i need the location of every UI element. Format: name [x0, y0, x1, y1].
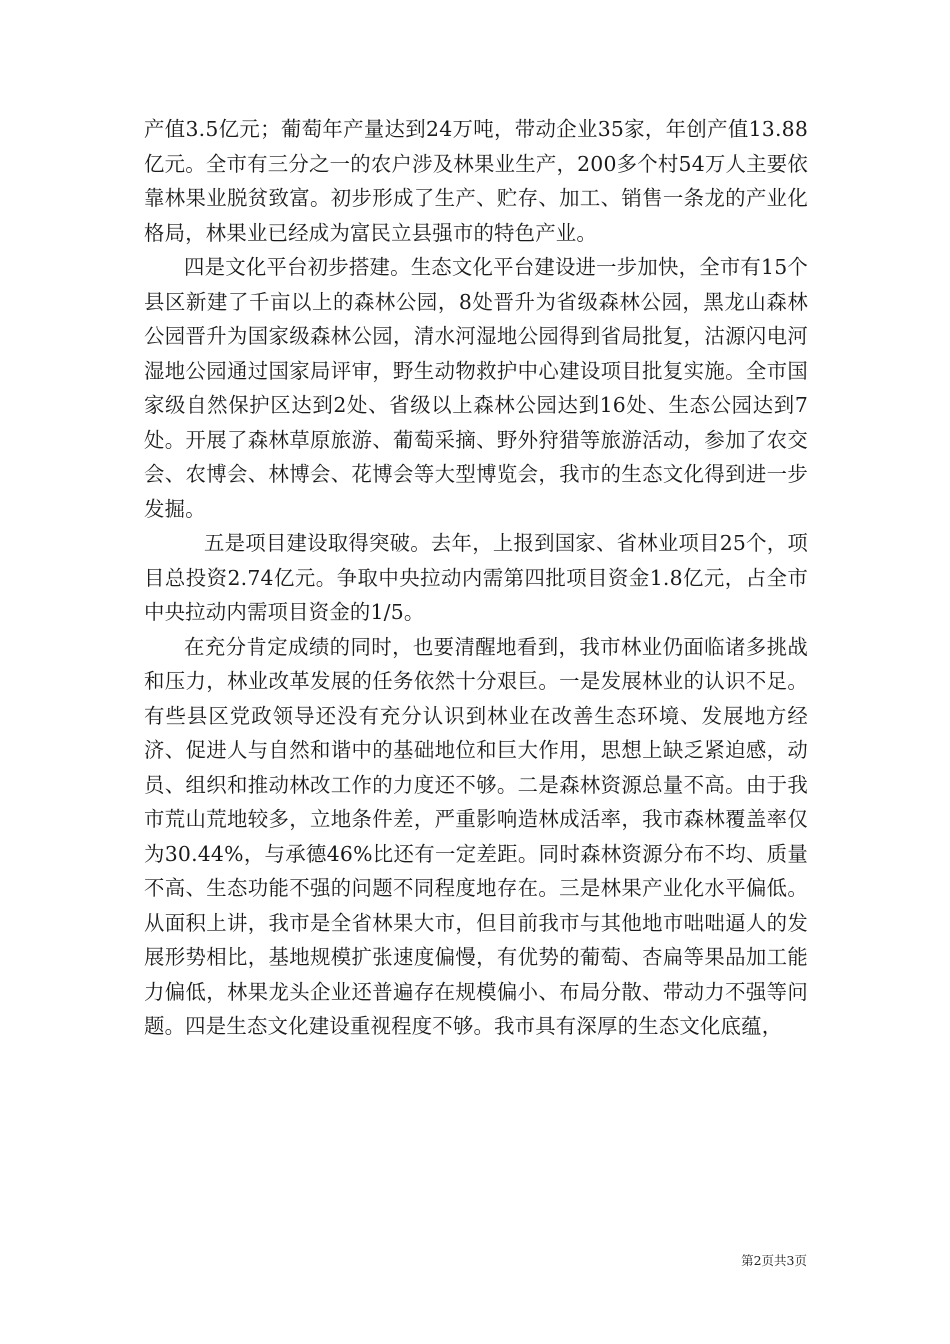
paragraph-culture-platform: 四是文化平台初步搭建。生态文化平台建设进一步加快，全市有15个县区新建了千亩以上的森林公园，8处晋升为省级森林公园，黑龙山森林公园晋升为国家级森林公园，清水河湿地公园得到省局批复，沽源闪电河湿地公园通过国家局评审，野生动物救护中心建设项目批复实施。全市国家级自然保护区达到2处、省级以上森林公园达到16处、生态公园达到7处。开展了森林草原旅游、葡萄采摘、野外狩猎等旅游活动，参加了农交会、农博会、林博会、花博会等大型博览会，我市的生态文化得到进一步发掘。	[144, 255, 808, 521]
paragraph-project-construction: 五是项目建设取得突破。去年，上报到国家、省林业项目25个，项目总投资2.74亿元。争取中央拉动内需第四批项目资金1.8亿元，占全市中央拉动内需项目资金的1/5。	[144, 531, 808, 624]
paragraph-fruit-industry: 产值3.5亿元；葡萄年产量达到24万吨，带动企业35家，年创产值13.88亿元。全市有三分之一的农户涉及林果业生产，200多个村54万人主要依靠林果业脱贫致富。初步形成了生产、贮存、加工、销售一条龙的产业化格局，林果业已经成为富民立县强市的特色产业。	[144, 117, 808, 245]
page-number: 第2页共3页	[741, 1253, 807, 1268]
paragraph-challenges: 在充分肯定成绩的同时，也要清醒地看到，我市林业仍面临诸多挑战和压力，林业改革发展的任务依然十分艰巨。一是发展林业的认识不足。有些县区党政领导还没有充分认识到林业在改善生态环境、发展地方经济、促进人与自然和谐中的基础地位和巨大作用，思想上缺乏紧迫感，动员、组织和推动林改工作的力度还不够。二是森林资源总量不高。由于我市荒山荒地较多，立地条件差，严重影响造林成活率，我市森林覆盖率仅为30.44%，与承德46%比还有一定差距。同时森林资源分布不均、质量不高、生态功能不强的问题不同程度地存在。三是林果产业化水平偏低。从面积上讲，我市是全省林果大市，但目前我市与其他地市咄咄逼人的发展形势相比，基地规模扩张速度偏慢，有优势的葡萄、杏扁等果品加工能力偏低，林果龙头企业还普遍存在规模偏小、布局分散、带动力不强等问题。四是生态文化建设重视程度不够。我市具有深厚的生态文化底蕴，	[144, 634, 808, 1038]
document-body	[144, 112, 808, 1044]
